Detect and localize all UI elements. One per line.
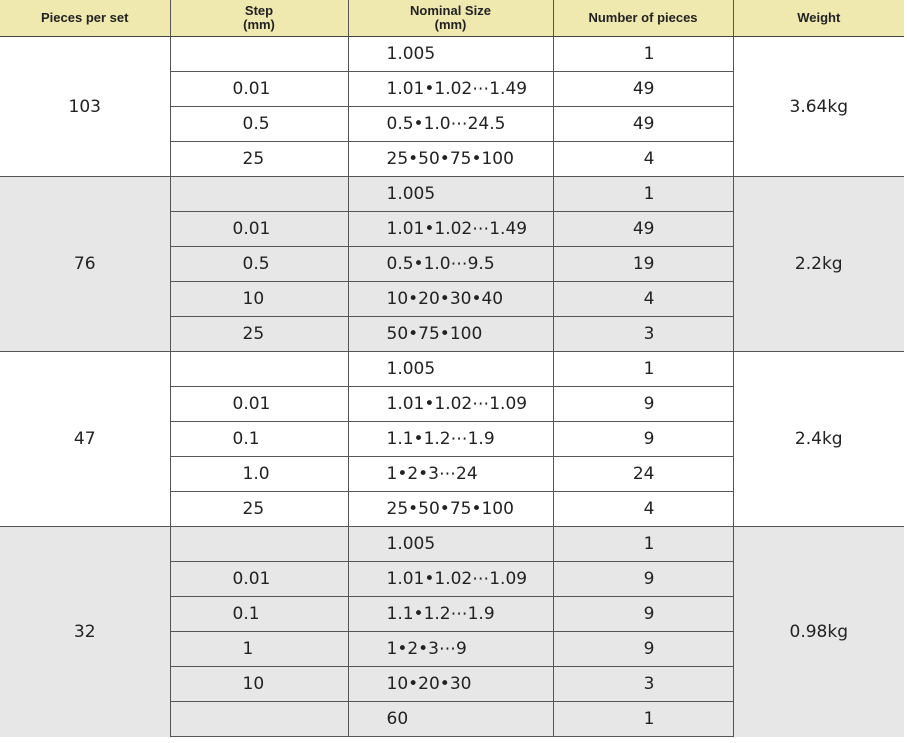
step-cell: 0.01 bbox=[170, 72, 348, 107]
number-of-pieces-cell: 9 bbox=[553, 422, 733, 457]
number-of-pieces-cell: 1 bbox=[553, 177, 733, 212]
nominal-size-cell: 25•50•75•100 bbox=[348, 142, 553, 177]
weight-cell: 3.64kg bbox=[733, 37, 904, 177]
step-cell: 25 bbox=[170, 492, 348, 527]
table-row bbox=[0, 177, 904, 212]
step-cell: 0.1 bbox=[170, 597, 348, 632]
step-cell: 10 bbox=[170, 282, 348, 317]
nominal-size-cell: 1.01•1.02⋯1.49 bbox=[348, 72, 553, 107]
number-of-pieces-cell: 4 bbox=[553, 492, 733, 527]
nominal-size-cell: 10•20•30•40 bbox=[348, 282, 553, 317]
header-number-of-pieces: Number of pieces bbox=[553, 0, 733, 37]
table-row bbox=[0, 527, 904, 562]
nominal-size-cell: 1.1•1.2⋯1.9 bbox=[348, 597, 553, 632]
header-size-unit: (mm) bbox=[434, 17, 467, 32]
header-pieces-per-set: Pieces per set bbox=[0, 0, 170, 37]
header-nominal-size bbox=[348, 0, 553, 37]
weight-cell: 2.2kg bbox=[733, 177, 904, 352]
number-of-pieces-cell: 49 bbox=[553, 212, 733, 247]
step-cell: 1 bbox=[170, 632, 348, 667]
nominal-size-cell: 1.01•1.02⋯1.09 bbox=[348, 562, 553, 597]
set-group bbox=[0, 352, 904, 527]
step-cell: 1.0 bbox=[170, 457, 348, 492]
number-of-pieces-cell: 3 bbox=[553, 317, 733, 352]
header-size-title: Nominal Size bbox=[410, 3, 491, 18]
set-group bbox=[0, 177, 904, 352]
header-step bbox=[170, 0, 348, 37]
pieces-per-set-cell: 47 bbox=[0, 352, 170, 527]
header-weight: Weight bbox=[733, 0, 904, 37]
number-of-pieces-cell: 19 bbox=[553, 247, 733, 282]
pieces-per-set-cell: 76 bbox=[0, 177, 170, 352]
step-cell: 10 bbox=[170, 667, 348, 702]
step-cell bbox=[170, 527, 348, 562]
nominal-size-cell: 1.01•1.02⋯1.49 bbox=[348, 212, 553, 247]
nominal-size-cell: 1.1•1.2⋯1.9 bbox=[348, 422, 553, 457]
set-group bbox=[0, 527, 904, 737]
step-cell: 0.1 bbox=[170, 422, 348, 457]
nominal-size-cell: 1•2•3⋯24 bbox=[348, 457, 553, 492]
number-of-pieces-cell: 4 bbox=[553, 142, 733, 177]
set-group bbox=[0, 37, 904, 177]
nominal-size-cell: 0.5•1.0⋯9.5 bbox=[348, 247, 553, 282]
step-cell: 25 bbox=[170, 317, 348, 352]
step-cell: 0.5 bbox=[170, 107, 348, 142]
step-cell bbox=[170, 177, 348, 212]
step-cell bbox=[170, 37, 348, 72]
weight-cell: 0.98kg bbox=[733, 527, 904, 737]
step-cell bbox=[170, 352, 348, 387]
nominal-size-cell: 25•50•75•100 bbox=[348, 492, 553, 527]
step-cell: 25 bbox=[170, 142, 348, 177]
header-step-title: Step bbox=[244, 3, 274, 18]
table-header bbox=[0, 0, 904, 37]
pieces-per-set-cell: 32 bbox=[0, 527, 170, 737]
number-of-pieces-cell: 24 bbox=[553, 457, 733, 492]
nominal-size-cell: 1.005 bbox=[348, 177, 553, 212]
nominal-size-cell: 1•2•3⋯9 bbox=[348, 632, 553, 667]
pieces-per-set-cell: 103 bbox=[0, 37, 170, 177]
number-of-pieces-cell: 49 bbox=[553, 72, 733, 107]
nominal-size-cell: 10•20•30 bbox=[348, 667, 553, 702]
nominal-size-cell: 1.01•1.02⋯1.09 bbox=[348, 387, 553, 422]
step-cell bbox=[170, 702, 348, 737]
step-cell: 0.01 bbox=[170, 212, 348, 247]
nominal-size-cell: 50•75•100 bbox=[348, 317, 553, 352]
number-of-pieces-cell: 1 bbox=[553, 37, 733, 72]
number-of-pieces-cell: 1 bbox=[553, 352, 733, 387]
table-row bbox=[0, 37, 904, 72]
step-cell: 0.01 bbox=[170, 387, 348, 422]
nominal-size-cell: 1.005 bbox=[348, 37, 553, 72]
number-of-pieces-cell: 49 bbox=[553, 107, 733, 142]
step-cell: 0.5 bbox=[170, 247, 348, 282]
number-of-pieces-cell: 9 bbox=[553, 597, 733, 632]
nominal-size-cell: 0.5•1.0⋯24.5 bbox=[348, 107, 553, 142]
header-step-unit: (mm) bbox=[243, 17, 275, 32]
nominal-size-cell: 60 bbox=[348, 702, 553, 737]
nominal-size-cell: 1.005 bbox=[348, 527, 553, 562]
number-of-pieces-cell: 4 bbox=[553, 282, 733, 317]
number-of-pieces-cell: 9 bbox=[553, 632, 733, 667]
nominal-size-cell: 1.005 bbox=[348, 352, 553, 387]
weight-cell: 2.4kg bbox=[733, 352, 904, 527]
number-of-pieces-cell: 3 bbox=[553, 667, 733, 702]
step-cell: 0.01 bbox=[170, 562, 348, 597]
number-of-pieces-cell: 9 bbox=[553, 387, 733, 422]
number-of-pieces-cell: 1 bbox=[553, 702, 733, 737]
number-of-pieces-cell: 9 bbox=[553, 562, 733, 597]
header-row bbox=[0, 0, 904, 37]
number-of-pieces-cell: 1 bbox=[553, 527, 733, 562]
table-row bbox=[0, 352, 904, 387]
